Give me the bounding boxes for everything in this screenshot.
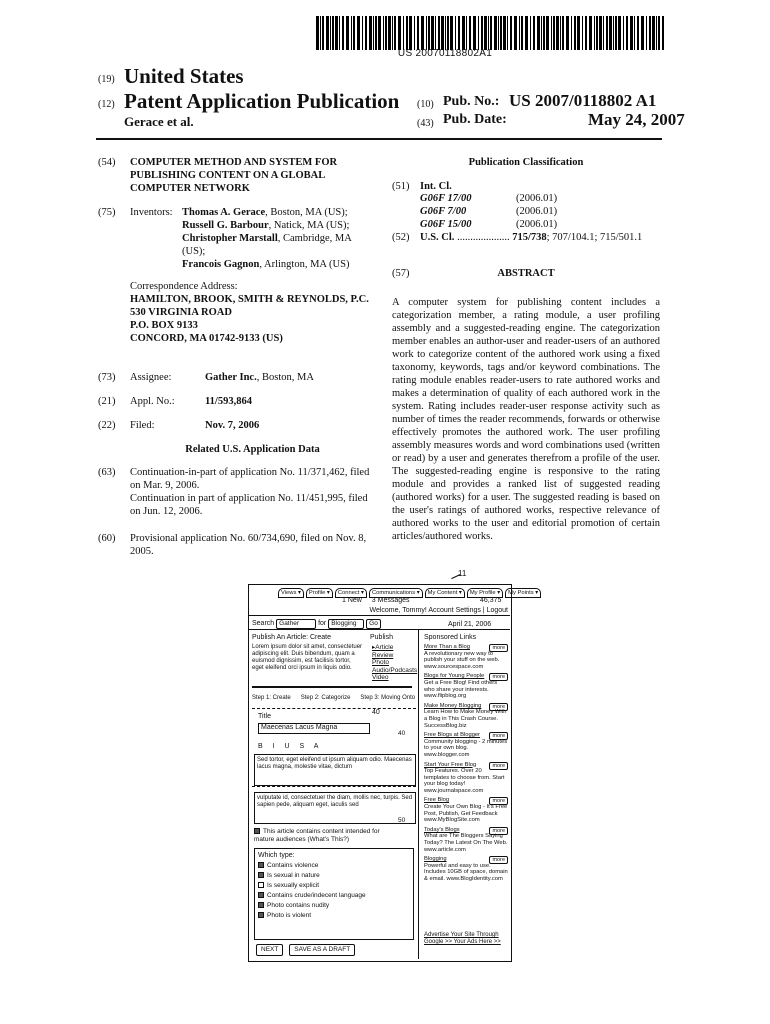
filed-code: (22) [98, 420, 116, 431]
barcode-bar [339, 16, 340, 50]
barcode-bar [525, 16, 528, 50]
search-for: for [318, 620, 327, 627]
sidebar-divider [418, 629, 419, 959]
uscl [420, 231, 642, 244]
sponsored-title-row [424, 644, 508, 651]
barcode-bar [484, 16, 487, 50]
barcode-bar [365, 16, 367, 50]
sponsored-links [424, 644, 508, 886]
nav-tab-profile[interactable]: Profile ▾ [306, 588, 333, 598]
content-types [258, 861, 366, 921]
barcode-bar [481, 16, 483, 50]
sponsored-title[interactable]: Make Money Blogging [424, 702, 482, 709]
sponsored-link[interactable] [424, 703, 508, 729]
sponsored-link[interactable] [424, 856, 508, 882]
publish-type-audio-podcasts[interactable]: Audio/Podcasts [372, 666, 418, 674]
barcode-bar [556, 16, 559, 50]
abstract-code: (57) [392, 268, 410, 279]
nav-sub-messages[interactable]: 3 Messages [371, 597, 410, 604]
class-row [420, 205, 660, 218]
barcode-bar [394, 16, 396, 50]
address-line: P.O. BOX 9133 [130, 320, 198, 331]
checkbox[interactable] [258, 912, 264, 918]
more-button[interactable]: more [489, 797, 508, 805]
more-button[interactable]: more [489, 827, 508, 835]
class-code: G06F 15/00 [420, 219, 472, 230]
action-buttons [256, 944, 355, 956]
checkbox[interactable] [258, 902, 264, 908]
barcode-bar [649, 16, 651, 50]
title-input[interactable]: Maecenas Lacus Magna [258, 723, 370, 734]
sponsored-body: Community blogging - 2 minutes to your own blog. www.blogger.com [424, 738, 508, 758]
class-year: (2006.01) [516, 206, 558, 217]
checkbox[interactable] [258, 872, 264, 878]
barcode-bar [458, 16, 460, 50]
barcode-bar [431, 16, 434, 50]
body-editor[interactable]: Sed tortor, eget eleifend ut ipsum aliquam odio. Maecenas lacus magna, molestie vitae, dictum [254, 754, 416, 786]
barcode-bar [462, 16, 465, 50]
barcode-bar [541, 16, 542, 50]
intcl-code: (51) [392, 181, 410, 192]
related-heading: Related U.S. Application Data [185, 444, 320, 455]
barcode-bar [316, 16, 319, 50]
address-line: CONCORD, MA 01742-9133 (US) [130, 333, 283, 344]
barcode-bar [417, 16, 419, 50]
barcode [316, 16, 664, 50]
lorem-text: Lorem ipsum dolor sit amet, consectetuer adipiscing elit. Duis bibendum, quam a euismod dignissim, est facilisis tortor, eget eleifend orci ipsum in liquis odio. [252, 644, 363, 671]
content-type-option[interactable] [258, 861, 366, 871]
barcode-bar [574, 16, 576, 50]
inventor-name: Thomas A. Gerace [182, 207, 266, 218]
class-year: (2006.01) [516, 219, 558, 230]
sponsored-title-row [424, 762, 508, 769]
barcode-bar [577, 16, 580, 50]
barcode-bar [447, 16, 449, 50]
barcode-bar [469, 16, 471, 50]
assignee-location: , Boston, MA [256, 372, 314, 383]
barcode-bar [594, 16, 595, 50]
sponsored-title[interactable]: Free Blogs at Blogger [424, 732, 481, 739]
barcode-bar [406, 16, 408, 50]
barcode-bar [553, 16, 555, 50]
sponsored-title[interactable]: Blogs for Young People [424, 673, 485, 680]
inventor-name: Christopher Marstall [182, 233, 278, 244]
callout-40: 40 [372, 709, 380, 716]
inventors-code: (75) [98, 207, 116, 218]
barcode-bar [630, 16, 633, 50]
barcode-bar [421, 16, 424, 50]
barcode-bar [606, 16, 608, 50]
barcode-bar [658, 16, 660, 50]
sponsored-heading: Sponsored Links [424, 634, 477, 641]
content-type-label: Is sexual in nature [267, 872, 320, 879]
uscl-label: U.S. Cl. [420, 232, 455, 243]
prov-text: Provisional application No. 60/734,690, filed on Nov. 8, 2005. [130, 533, 367, 557]
barcode-bar [571, 16, 572, 50]
barcode-bar [320, 16, 321, 50]
barcode-bar [478, 16, 479, 50]
barcode-bar [385, 16, 387, 50]
sponsored-title-row [424, 797, 508, 804]
barcode-bar [551, 16, 552, 50]
barcode-bar [626, 16, 628, 50]
more-button[interactable]: more [489, 644, 508, 652]
uscl-primary: 715/738 [512, 232, 547, 243]
barcode-bar [342, 16, 344, 50]
barcode-bar [623, 16, 624, 50]
steps [252, 694, 416, 702]
assignee-code: (73) [98, 372, 116, 383]
class-year: (2006.01) [516, 193, 558, 204]
barcode-bar [466, 16, 467, 50]
mature-checkbox[interactable] [254, 828, 260, 834]
cip-text-2: Continuation in part of application No. 11/451,995, filed on Jun. 12, 2006. [130, 493, 368, 517]
barcode-bar [388, 16, 391, 50]
more-button[interactable]: more [489, 856, 508, 864]
barcode-bar [335, 16, 338, 50]
divider [248, 629, 510, 630]
invention-title: COMPUTER METHOD AND SYSTEM FOR PUBLISHING CONTENT ON A GLOBAL COMPUTER NETWORK [130, 157, 338, 194]
pub-date-label: Pub. Date: [443, 112, 507, 127]
publish-type-video[interactable]: Video [372, 674, 389, 681]
authors: Gerace et al. [124, 114, 194, 129]
barcode-bar [589, 16, 592, 50]
inventors-label: Inventors: [130, 207, 173, 218]
barcode-bar [373, 16, 374, 50]
barcode-bar [398, 16, 401, 50]
checkbox[interactable] [258, 862, 264, 868]
sponsored-link[interactable] [424, 827, 508, 853]
barcode-bar [403, 16, 404, 50]
search-input[interactable]: Blogging [328, 619, 364, 629]
country: United States [124, 64, 244, 88]
uscl-code: (52) [392, 232, 410, 243]
ref-11: 11 [458, 569, 467, 578]
barcode-bar [537, 16, 540, 50]
save-draft-button[interactable]: SAVE AS A DRAFT [289, 944, 355, 956]
inventor-name: Russell G. Barbour [182, 220, 269, 231]
barcode-bar [490, 16, 492, 50]
doc-type-code: (12) [98, 99, 115, 110]
filed-label: Filed: [130, 420, 155, 431]
progress-rule [252, 686, 412, 688]
cip-code: (63) [98, 467, 116, 478]
nav-tab-my-content[interactable]: My Content ▾ [425, 588, 465, 598]
class-code: G06F 17/00 [420, 193, 472, 204]
sponsored-link[interactable] [424, 644, 508, 670]
inventor [182, 258, 372, 271]
barcode-bar [566, 16, 569, 50]
publish-label: Publish [370, 634, 393, 641]
mature-notice [254, 828, 394, 843]
barcode-bar [646, 16, 647, 50]
sponsored-body: Powerful and easy to use. Includes 10GB of space, domain & email. www.BlogIdentity.com [424, 862, 508, 882]
barcode-bar [392, 16, 393, 50]
publish-type-photo[interactable]: Photo [372, 659, 389, 666]
assignee [205, 371, 314, 384]
nav-tab-views[interactable]: Views ▾ [278, 588, 304, 598]
points-value: 46,375 [480, 597, 502, 604]
pub-no: US 2007/0118802 A1 [509, 91, 657, 110]
pub-no-label: Pub. No.: [443, 94, 500, 109]
barcode-bar [613, 16, 614, 50]
inventor-name: Francois Gagnon [182, 259, 260, 270]
sponsored-body: Learn How to Make Money With a Blog in This Crash Course. SuccessBlog.biz [424, 709, 507, 729]
sponsored-body: What are The Bloggers Saying Today? The Latest On The Web. www.article.com [424, 833, 508, 853]
inventor [182, 206, 372, 219]
sponsored-title-row [424, 856, 508, 863]
more-button[interactable]: more [489, 732, 508, 740]
barcode-bar [378, 16, 381, 50]
barcode-bar [414, 16, 415, 50]
barcode-number: US 20070118802A1 [397, 48, 493, 59]
barcode-bar [488, 16, 489, 50]
inventor [182, 219, 372, 232]
sponsored-title-row [424, 673, 508, 680]
barcode-bar [450, 16, 453, 50]
break-line [252, 708, 416, 709]
sponsored-title-row [424, 827, 508, 834]
sponsored-body: Create Your Own Blog - It's Free Post, Publish, Get Feedback www.MyBlogSite.com [424, 804, 508, 824]
nav-tab-my-profile[interactable]: My Profile ▾ [467, 588, 503, 598]
title-code: (54) [98, 157, 116, 168]
callout-50: 50 [398, 817, 406, 824]
cip-text-1: Continuation-in-part of application No. 11/371,462, filed on Mar. 9, 2006. [130, 467, 370, 491]
barcode-bar [596, 16, 598, 50]
correspondence-address [130, 293, 375, 345]
sponsored-body: Get a Free Blog! Find others who share your interests. www.flipblog.org [424, 679, 498, 700]
barcode-bar [383, 16, 384, 50]
class-code: G06F 7/00 [420, 206, 467, 217]
sponsored-title[interactable]: Today's Blogs [424, 826, 460, 833]
filed-date: Nov. 7, 2006 [205, 420, 260, 431]
barcode-bar [500, 16, 502, 50]
sponsored-title-row [424, 732, 508, 739]
barcode-bar [332, 16, 334, 50]
barcode-bar [530, 16, 531, 50]
uscl-dots: .................... [457, 232, 510, 243]
appl-label: Appl. No.: [130, 396, 175, 407]
step-3[interactable]: Step 3: Moving Onto [360, 695, 416, 701]
barcode-bar [562, 16, 564, 50]
country-code: (19) [98, 74, 115, 85]
barcode-bar [473, 16, 476, 50]
checkbox[interactable] [258, 892, 264, 898]
barcode-bar [362, 16, 363, 50]
break-line [252, 786, 416, 787]
inventor-location: , Arlington, MA (US) [259, 259, 350, 270]
inventors-list [182, 206, 372, 271]
barcode-bar [322, 16, 324, 50]
sponsored-title[interactable]: Blogging [424, 856, 447, 863]
barcode-bar [346, 16, 349, 50]
content-type-label: Contains crude/indecent language [267, 892, 366, 899]
sponsored-link[interactable] [424, 797, 508, 823]
date: April 21, 2006 [448, 621, 492, 628]
divider [248, 615, 510, 616]
pub-no-code: (10) [417, 99, 434, 110]
content-type-label: Photo contains nudity [267, 902, 330, 909]
barcode-bar [357, 16, 360, 50]
publish-types [372, 644, 417, 682]
barcode-bar [662, 16, 664, 50]
content-type-option[interactable] [258, 881, 366, 891]
assignee-label: Assignee: [130, 372, 172, 383]
barcode-bar [546, 16, 549, 50]
barcode-bar [503, 16, 506, 50]
patent-figure [248, 569, 539, 962]
next-button[interactable]: NEXT [256, 944, 283, 956]
which-type: Which type: [258, 852, 295, 859]
appl-no: 11/593,864 [205, 396, 252, 407]
doc-type: Patent Application Publication [124, 89, 400, 113]
sponsored-link[interactable] [424, 732, 508, 758]
barcode-bar [519, 16, 520, 50]
uscl-secondary: ; 707/104.1; 715/501.1 [546, 232, 643, 243]
intcl-label: Int. Cl. [420, 181, 452, 192]
title-label: Title [258, 713, 271, 720]
barcode-bar [582, 16, 583, 50]
sponsored-body: Top Features. Over 20 templates to choose from. Start your blog today! www.journalspace.com [424, 768, 505, 794]
abstract-text: A computer system for publishing content includes a categorization member, a rating module, a user profiling assembly and a suggested-reading engine. The categorization member enables an author-user and reader-users of an authored work to categorize content of the authored work using a fixed taxonomy, keywords, tags and/or keyword combinations. The rating module enables reader-users to rate authored works and makes a determination of quality of each authored work in the system. Rating includes reader-user response activity such as number of times the reader recommends, forwards or otherwise effectively promotes the authored work. The user profiling assembly measures words and word combinations used (written or read) by a user and generates therefrom a profile of the user. The suggested-reading engine is responsive to the rating module and provides a ranked list of suggested reading (authored works) for a user. The suggested reading is based on the user's ratings of authored works, respective relevance of authored works to the user and editorial promotion of certain articles/authored works. [392, 297, 660, 542]
nav-sub-new[interactable]: 1 New [342, 597, 362, 604]
pub-date-code: (43) [417, 118, 434, 129]
barcode-bar [441, 16, 444, 50]
barcode-bar [641, 16, 644, 50]
classification-heading: Publication Classification [468, 157, 584, 168]
body-editor-continued[interactable]: vulputate id, consectetuer the diam, mollis nec, turpis. Sed sapien pede, aliquam eget, iaculis sed [254, 792, 416, 824]
content-type-option[interactable] [258, 871, 366, 881]
step-1[interactable]: Step 1: Create [252, 695, 291, 701]
welcome-bar[interactable]: Welcome, Tommy! Account Settings | Logout [369, 607, 508, 614]
sponsored-body: A revolutionary new way to publish your stuff on the web. www.sourcespace.com [424, 650, 500, 670]
callout-40b: 40 [398, 730, 406, 737]
search-label: Search [252, 620, 275, 627]
more-button[interactable]: more [489, 703, 508, 711]
advertise-link[interactable] [424, 932, 508, 946]
int-classes [420, 192, 660, 231]
publish-heading: Publish An Article: Create [252, 634, 331, 641]
barcode-bar [652, 16, 655, 50]
barcode-bar [445, 16, 446, 50]
barcode-bar [615, 16, 617, 50]
barcode-bar [533, 16, 535, 50]
barcode-bar [618, 16, 621, 50]
barcode-bar [326, 16, 329, 50]
barcode-bar [634, 16, 635, 50]
barcode-bar [609, 16, 612, 50]
inventor [182, 232, 372, 258]
appl-code: (21) [98, 396, 116, 407]
advertise-text: Advertise Your Site Through Google >> Your Ads Here >> [424, 932, 501, 945]
barcode-bar [514, 16, 517, 50]
barcode-bar [438, 16, 440, 50]
content-type-option[interactable] [258, 901, 366, 911]
content-type-label: Is sexually explicit [267, 882, 320, 889]
assignee-name: Gather Inc. [205, 372, 257, 383]
barcode-bar [330, 16, 331, 50]
barcode-bar [369, 16, 372, 50]
inventor-location: , Natick, MA (US); [268, 220, 350, 231]
barcode-bar [375, 16, 377, 50]
inventor-location: , Cambridge, MA (US); [182, 233, 352, 257]
barcode-bar [351, 16, 352, 50]
class-row [420, 218, 660, 231]
barcode-bar [603, 16, 604, 50]
barcode-bar [656, 16, 657, 50]
prov-code: (60) [98, 533, 116, 544]
more-button[interactable]: more [489, 762, 508, 770]
inventor-location: , Boston, MA (US); [265, 207, 348, 218]
barcode-bar [521, 16, 523, 50]
content-type-option[interactable] [258, 891, 366, 901]
mature-text: This article contains content intended for mature audiences (What's This?) [254, 828, 380, 843]
checkbox[interactable] [258, 882, 264, 888]
header-rule [96, 138, 662, 140]
abstract-heading: ABSTRACT [497, 268, 555, 279]
barcode-bar [353, 16, 355, 50]
barcode-bar [435, 16, 436, 50]
step-2[interactable]: Step 2: Categorize [300, 695, 351, 701]
barcode-bar [428, 16, 430, 50]
nav-sub [342, 597, 410, 605]
barcode-bar [426, 16, 427, 50]
barcode-bar [494, 16, 497, 50]
barcode-bar [543, 16, 545, 50]
barcode-bar [637, 16, 639, 50]
barcode-bar [560, 16, 561, 50]
sponsored-title[interactable]: Free Blog [424, 797, 450, 804]
content-type-label: Photo is violent [267, 912, 312, 919]
content-type-option[interactable] [258, 911, 366, 921]
pub-date: May 24, 2007 [588, 110, 685, 129]
address-line: HAMILTON, BROOK, SMITH & REYNOLDS, P.C. [130, 294, 369, 305]
sponsored-title-row [424, 703, 508, 710]
barcode-bar [585, 16, 587, 50]
barcode-bar [510, 16, 512, 50]
go-button[interactable]: Go [366, 619, 381, 629]
nav-tab-connect[interactable]: Connect ▾ [335, 588, 367, 598]
content-type-label: Contains violence [267, 862, 319, 869]
address-line: 530 VIRGINIA ROAD [130, 307, 232, 318]
barcode-bar [507, 16, 508, 50]
sponsored-title[interactable]: Start Your Free Blog [424, 761, 477, 768]
nav-tab-my-points[interactable]: My Points ▾ [505, 588, 541, 598]
barcode-bar [409, 16, 412, 50]
barcode-bar [498, 16, 499, 50]
search-bar [252, 619, 381, 629]
class-row [420, 192, 660, 205]
more-button[interactable]: more [489, 673, 508, 681]
editor-toolbar[interactable]: B I U S A [258, 743, 323, 750]
sponsored-link[interactable] [424, 673, 508, 699]
publish-type-review[interactable]: Review [372, 651, 394, 659]
correspondence-label: Correspondence Address: [130, 281, 238, 292]
search-scope[interactable]: Gather [276, 619, 316, 629]
nav-tab-communications[interactable]: Communications ▾ [369, 588, 423, 598]
sponsored-title[interactable]: More Than a Blog [424, 644, 470, 650]
publish-type-article[interactable]: ▸Article [372, 644, 394, 651]
barcode-bar [455, 16, 456, 50]
sponsored-link[interactable] [424, 762, 508, 795]
barcode-bar [599, 16, 602, 50]
